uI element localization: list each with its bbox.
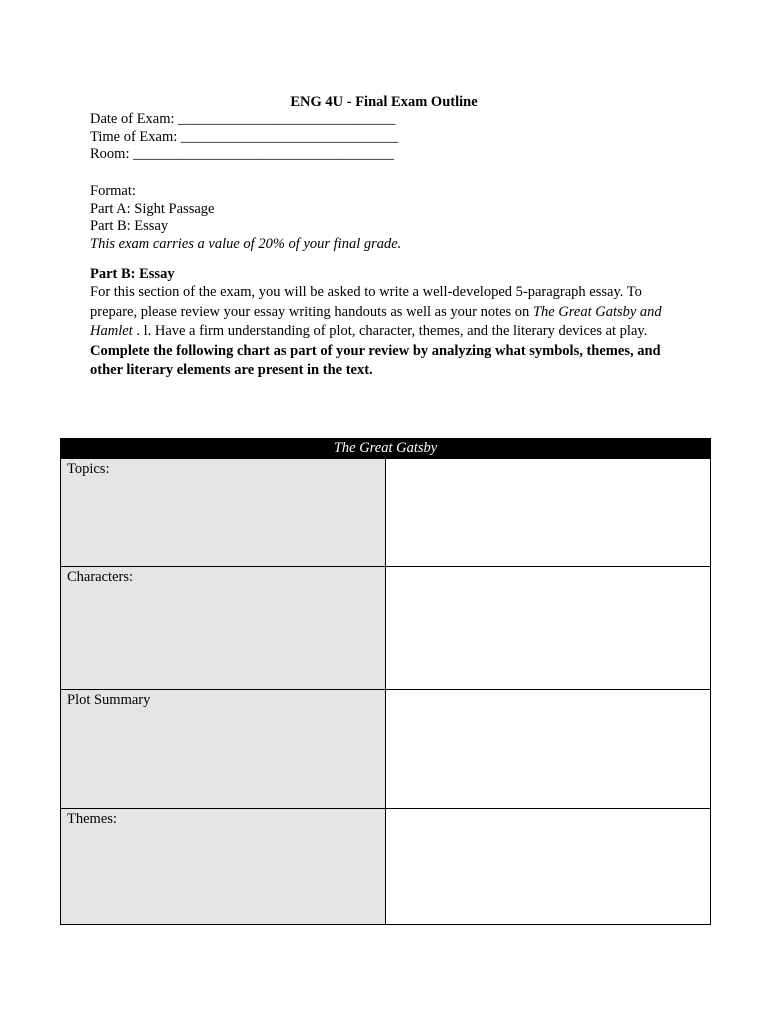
format-section xyxy=(90,183,680,253)
part-b-outro-text: . l. Have a firm understanding of plot, character, themes, and the literary devices at play. xyxy=(132,323,648,339)
chart-row-characters xyxy=(61,567,711,690)
characters-label: Characters: xyxy=(61,567,386,690)
topics-label: Topics: xyxy=(61,459,386,567)
themes-answer-cell[interactable] xyxy=(386,809,711,925)
book-title-text: The Great Gatsby and Hamlet xyxy=(90,303,662,339)
chart-row-themes xyxy=(61,809,711,925)
part-b-description xyxy=(90,283,680,342)
format-heading: Format: xyxy=(90,183,136,199)
time-of-exam-line: Time of Exam: ______________________________ xyxy=(90,128,399,145)
page-title: ENG 4U - Final Exam Outline xyxy=(290,94,478,110)
topics-answer-cell[interactable] xyxy=(386,459,711,567)
review-chart xyxy=(60,438,711,925)
part-b-intro-text: For this section of the exam, you will be asked to write a well-developed 5-paragraph essay. To prepare, please review your essay writing handouts as well as your notes on xyxy=(90,284,642,320)
chart-row-plot-summary xyxy=(61,690,711,809)
plot-summary-answer-cell[interactable] xyxy=(386,690,711,809)
format-part-b: Part B: Essay xyxy=(90,218,169,234)
plot-summary-label: Plot Summary xyxy=(61,690,386,809)
exam-details xyxy=(90,111,680,164)
chart-header: The Great Gatsby xyxy=(61,439,711,459)
date-of-exam-line: Date of Exam: ______________________________ xyxy=(90,111,396,127)
chart-row-topics xyxy=(61,459,711,567)
part-b-section xyxy=(90,265,680,381)
grade-value-note: This exam carries a value of 20% of your final grade. xyxy=(90,235,402,252)
part-b-heading: Part B: Essay xyxy=(90,266,175,282)
room-line: Room: ____________________________________ xyxy=(90,146,395,162)
format-part-a: Part A: Sight Passage xyxy=(90,200,215,217)
characters-answer-cell[interactable] xyxy=(386,567,711,690)
chart-header-row xyxy=(61,439,711,459)
themes-label: Themes: xyxy=(61,809,386,925)
chart-instruction: Complete the following chart as part of your review by analyzing what symbols, themes, and other literary elements are present in the text. xyxy=(90,342,661,378)
